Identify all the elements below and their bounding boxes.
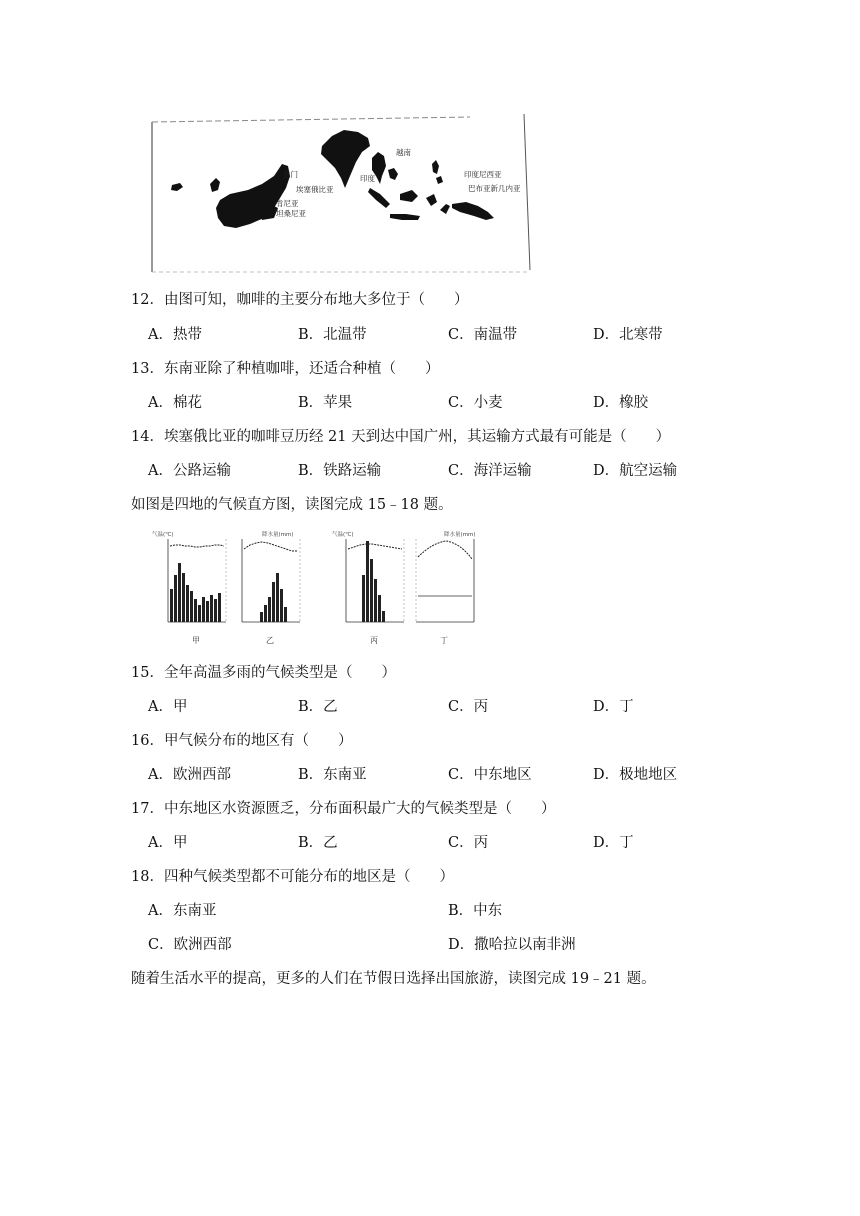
question-16: 16．甲气候分布的地区有（ ） bbox=[131, 733, 353, 749]
chart-bing-caption: 丙 bbox=[370, 636, 378, 645]
climate-intro: 如图是四地的气候直方图，读图完成 15﹣18 题。 bbox=[131, 497, 453, 513]
question-13: 13．东南亚除了种植咖啡，还适合种植（ ） bbox=[131, 361, 440, 377]
q13-option-a[interactable]: A．棉花 bbox=[148, 395, 202, 411]
q18-option-b[interactable]: B．中东 bbox=[448, 903, 503, 919]
chart-jia-temp-label: 气温(℃) bbox=[152, 532, 174, 538]
climate-chart-ding bbox=[416, 530, 476, 645]
q18-option-a[interactable]: A．东南亚 bbox=[148, 903, 217, 919]
q12-option-c[interactable]: C．南温带 bbox=[448, 327, 518, 343]
climate-chart-yi bbox=[242, 530, 300, 645]
q14-option-d[interactable]: D．航空运输 bbox=[593, 463, 678, 479]
q14-option-a[interactable]: A．公路运输 bbox=[148, 463, 231, 479]
q15-option-d[interactable]: D．丁 bbox=[593, 699, 634, 715]
q17-option-c[interactable]: C．丙 bbox=[448, 835, 489, 851]
q14-option-b[interactable]: B．铁路运输 bbox=[298, 463, 382, 479]
q16-option-b[interactable]: B．东南亚 bbox=[298, 767, 367, 783]
chart-yi-precip-label: 降水量(mm) bbox=[262, 532, 294, 538]
q13-option-c[interactable]: C．小麦 bbox=[448, 395, 503, 411]
coffee-distribution-map bbox=[150, 112, 532, 275]
climate-charts-figure bbox=[150, 527, 495, 649]
map-label-png: 巴布亚新几内亚 bbox=[468, 184, 521, 193]
map-label-ethiopia: 埃塞俄比亚 bbox=[296, 185, 334, 194]
q18-option-d[interactable]: D．撒哈拉以南非洲 bbox=[448, 937, 576, 953]
q17-option-d[interactable]: D．丁 bbox=[593, 835, 634, 851]
question-12: 12．由图可知，咖啡的主要分布地大多位于（ ） bbox=[131, 292, 469, 308]
chart-bing-temp-label: 气温(℃) bbox=[332, 532, 354, 538]
question-14: 14．埃塞俄比亚的咖啡豆历经 21 天到达中国广州，其运输方式最有可能是（ ） bbox=[131, 429, 671, 445]
q15-option-a[interactable]: A．甲 bbox=[148, 699, 188, 715]
climate-chart-bing bbox=[332, 530, 404, 645]
map-label-indonesia: 印度尼西亚 bbox=[464, 170, 502, 179]
question-15: 15．全年高温多雨的气候类型是（ ） bbox=[131, 665, 396, 681]
q16-option-d[interactable]: D．极地地区 bbox=[593, 767, 678, 783]
chart-jia-caption: 甲 bbox=[192, 636, 200, 645]
q13-option-d[interactable]: D．橡胶 bbox=[593, 395, 649, 411]
climate-chart-jia bbox=[152, 530, 226, 645]
q12-option-b[interactable]: B．北温带 bbox=[298, 327, 367, 343]
q14-option-c[interactable]: C．海洋运输 bbox=[448, 463, 532, 479]
q16-option-c[interactable]: C．中东地区 bbox=[448, 767, 532, 783]
q17-option-b[interactable]: B．乙 bbox=[298, 835, 338, 851]
q15-option-b[interactable]: B．乙 bbox=[298, 699, 338, 715]
q17-option-a[interactable]: A．甲 bbox=[148, 835, 188, 851]
map-label-yemen: 也门 bbox=[283, 170, 298, 179]
q15-option-c[interactable]: C．丙 bbox=[448, 699, 489, 715]
chart-ding-precip-label: 降水量(mm) bbox=[444, 532, 476, 538]
q13-option-b[interactable]: B．苹果 bbox=[298, 395, 353, 411]
q12-option-d[interactable]: D．北寒带 bbox=[593, 327, 663, 343]
q16-option-a[interactable]: A．欧洲西部 bbox=[148, 767, 231, 783]
chart-ding-caption: 丁 bbox=[440, 636, 448, 645]
q18-option-c[interactable]: C．欧洲西部 bbox=[148, 937, 232, 953]
map-label-kenya: 肯尼亚 bbox=[276, 199, 299, 208]
chart-yi-caption: 乙 bbox=[266, 636, 274, 645]
map-label-india: 印度 bbox=[360, 174, 375, 183]
question-17: 17．中东地区水资源匮乏，分布面积最广大的气候类型是（ ） bbox=[131, 801, 556, 817]
question-18: 18．四种气候类型都不可能分布的地区是（ ） bbox=[131, 869, 454, 885]
travel-intro: 随着生活水平的提高，更多的人们在节假日选择出国旅游，读图完成 19﹣21 题。 bbox=[131, 971, 656, 987]
q12-option-a[interactable]: A．热带 bbox=[148, 327, 202, 343]
map-label-tanzania: 坦桑尼亚 bbox=[276, 209, 306, 218]
map-label-vietnam: 越南 bbox=[396, 148, 411, 157]
